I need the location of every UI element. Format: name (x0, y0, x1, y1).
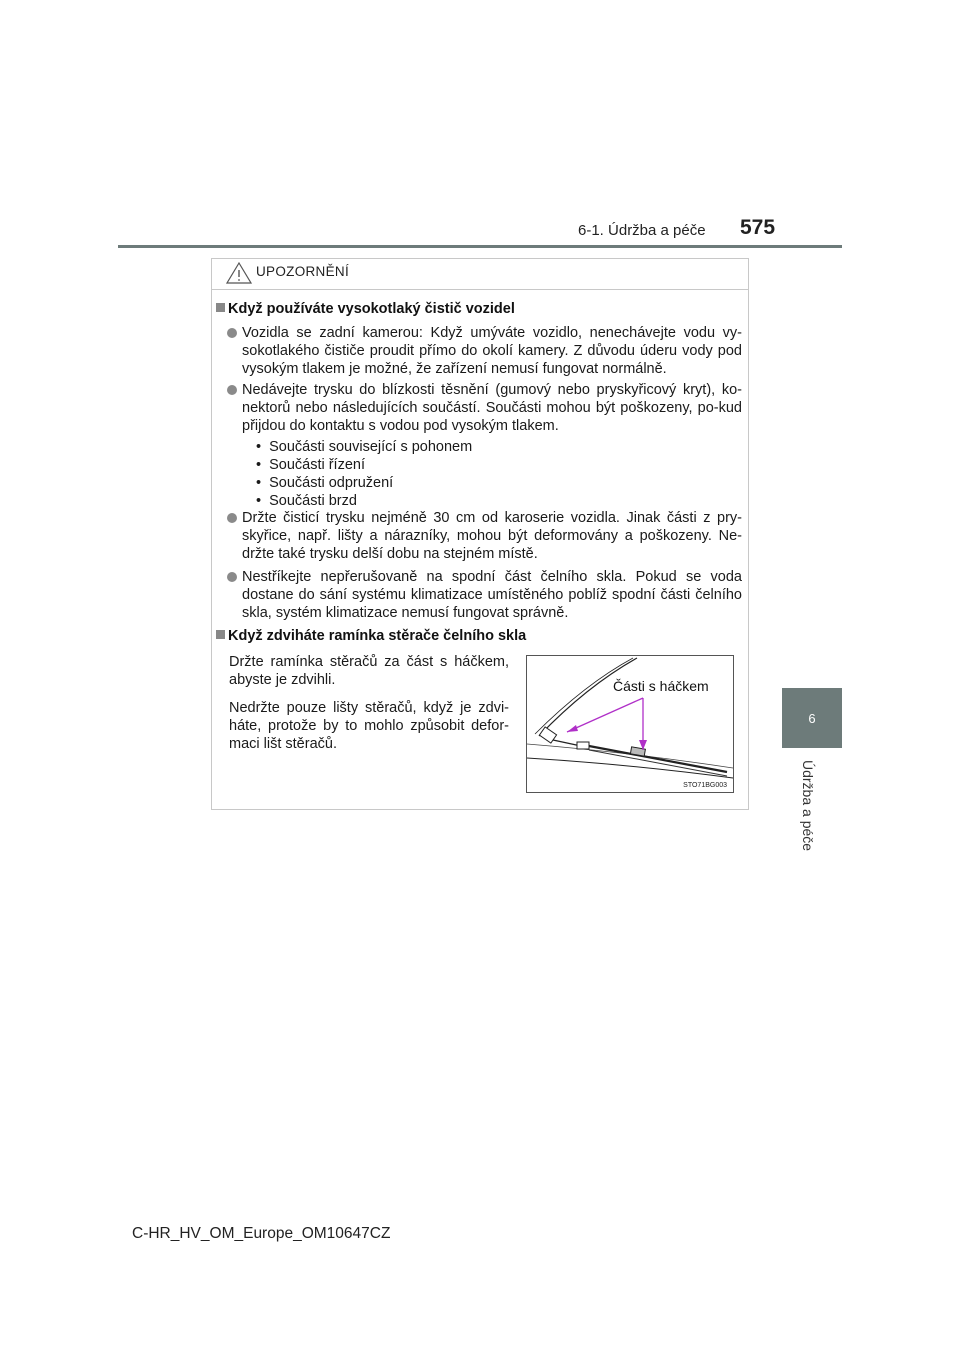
warning-triangle-icon (226, 261, 252, 285)
list-item: • Součásti odpružení (256, 474, 472, 492)
chapter-tab-label: Údržba a péče (800, 760, 816, 852)
bullet-dot-icon (227, 513, 237, 523)
paragraph-do-not-hold-blades: Nedržte pouze lišty stěračů, když je zdvi-háte, protože by to mohlo způsobit defor-maci lišt stěračů. (229, 700, 509, 752)
paragraph-nozzle-seals: Nedávejte trysku do blízkosti těsnění (gumový nebo pryskyřicový kryt), ko-nektorů nebo následujících součástí. Součásti mohou být poškozeny, po-kud přijdou do kontaktu s vodou pod vysokým tlakem. (242, 382, 742, 434)
list-item: • Součásti brzd (256, 492, 472, 510)
header-rule (118, 245, 842, 248)
footer-doc-id: C-HR_HV_OM_Europe_OM10647CZ (132, 1225, 391, 1242)
paragraph-camera: Vozidla se zadní kamerou: Když umýváte vozidlo, nenechávejte vodu vy-sokotlakého čističe proudit přímo do okolí kamery. Z důvodu úderu vody pod vysokým tlakem je možné, že zařízení nemusí fungovat normálně. (242, 325, 742, 377)
list-item: • Součásti související s pohonem (256, 438, 472, 456)
page-number: 575 (740, 216, 776, 239)
warning-title: UPOZORNĚNÍ (256, 264, 350, 279)
paragraph-nozzle-distance: Držte čisticí trysku nejméně 30 cm od karoserie vozidla. Jinak části z pry-skyřice, např. lišty a nárazníky, mohou být deformovány a poškozeny. Ne-držte také trysku delší dobu na stejném místě. (242, 510, 742, 562)
bullet-dot-icon (227, 328, 237, 338)
header-section-title: 6-1. Údržba a péče (578, 222, 706, 239)
square-bullet-icon (216, 630, 225, 639)
component-list (256, 438, 472, 510)
section-heading-pressure-washer: Když používáte vysokotlaký čistič vozidel (216, 301, 515, 317)
illustration-code: STO71BG003 (683, 782, 727, 789)
illustration-label: Části s háčkem (613, 678, 709, 694)
warning-header (212, 259, 748, 290)
paragraph-hold-hook: Držte ramínka stěračů za část s háčkem, abyste je zdvihli. (229, 654, 509, 688)
bullet-dot-icon (227, 572, 237, 582)
chapter-tab-number: 6 (808, 710, 816, 726)
chapter-tab[interactable] (782, 688, 842, 748)
paragraph-windshield-spray: Nestříkejte nepřerušovaně na spodní část čelního skla. Pokud se voda dostane do sání systému klimatizace umístěného poblíž spodní části čelního skla, systém klimatizace nemusí fungovat správně. (242, 569, 742, 621)
bullet-dot-icon (227, 385, 237, 395)
warning-box (211, 258, 749, 810)
list-item: • Součásti řízení (256, 456, 472, 474)
wiper-arm-drawing (527, 656, 733, 792)
section-heading-wiper-arms: Když zdviháte ramínka stěrače čelního skla (216, 628, 526, 644)
wiper-illustration (526, 655, 734, 793)
square-bullet-icon (216, 303, 225, 312)
